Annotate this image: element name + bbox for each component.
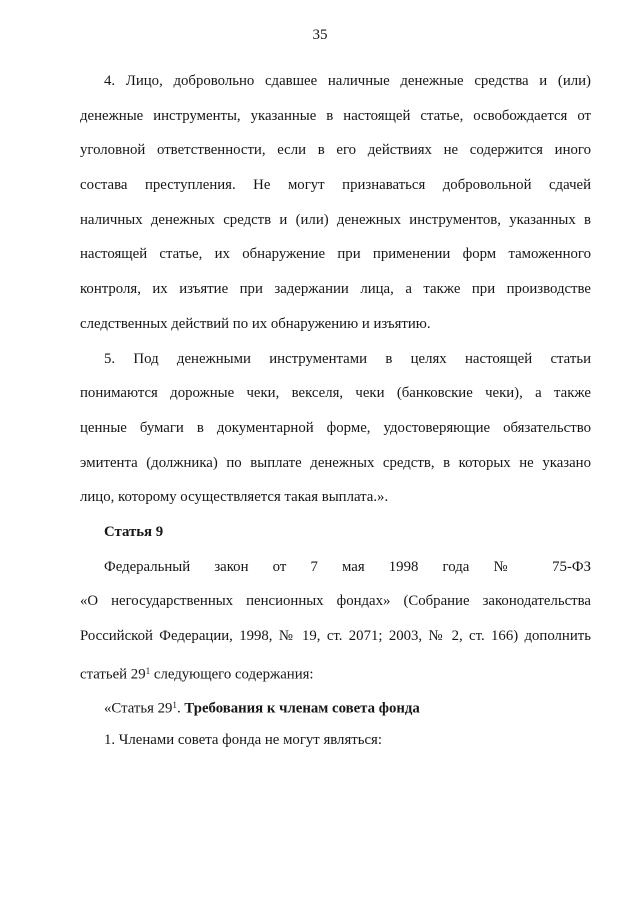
text-line: [80, 480, 591, 515]
document-text-block: [80, 64, 591, 758]
text-line: [80, 307, 591, 342]
text-line: [80, 446, 591, 481]
text-segment: следующего содержания:: [150, 666, 314, 683]
text-line: [80, 168, 591, 203]
text-line: [80, 99, 591, 134]
text-segment: наличных денежных средств и (или) денежных инструментов, указанных в: [80, 211, 591, 228]
text-segment: 1: [145, 665, 151, 676]
text-segment: «Статья 29: [104, 700, 173, 717]
text-segment: Федеральный закон от 7 мая 1998 года № 75-ФЗ: [104, 558, 591, 575]
text-segment: Требования к членам совета фонда: [184, 700, 420, 717]
text-line: [80, 342, 591, 377]
text-segment: состава преступления. Не могут признаваться добровольной сдачей: [80, 177, 591, 194]
text-segment: 5. Под денежными инструментами в целях настоящей статьи: [104, 350, 591, 367]
text-line: [80, 550, 591, 585]
text-segment: настоящей статье, их обнаружение при применении форм таможенного: [80, 246, 591, 263]
text-line: [80, 133, 591, 168]
text-line: [80, 411, 591, 446]
text-segment: «О негосударственных пенсионных фондах» (Собрание законодательства: [80, 593, 591, 610]
text-segment: лицо, которому осуществляется такая выплата.».: [80, 489, 389, 506]
text-segment: понимаются дорожные чеки, векселя, чеки (банковские чеки), а также: [80, 385, 591, 402]
text-segment: Российской Федерации, 1998, № 19, ст. 2071; 2003, № 2, ст. 166) дополнить: [80, 628, 591, 644]
text-line: [80, 376, 591, 411]
text-line: [80, 654, 591, 689]
text-segment: Статья 9: [104, 523, 164, 540]
text-segment: контроля, их изъятие при задержании лица, а также при производстве: [80, 281, 591, 298]
text-line: [80, 619, 591, 654]
text-segment: уголовной ответственности, если в его действиях не содержится иного: [80, 142, 591, 159]
text-line: [80, 688, 591, 723]
text-segment: 1. Членами совета фонда не могут являться:: [104, 732, 382, 749]
page-number: 35: [312, 27, 328, 43]
text-segment: эмитента (должника) по выплате денежных средств, в которых не указано: [80, 454, 591, 471]
text-segment: следственных действий по их обнаружению и изъятию.: [80, 315, 431, 332]
text-line: [80, 64, 591, 99]
text-line: [80, 237, 591, 272]
text-segment: 1: [172, 700, 177, 711]
text-line: [80, 723, 591, 758]
text-line: [80, 584, 591, 619]
text-line: [80, 272, 591, 307]
text-line: [80, 515, 591, 550]
text-segment: статьей 29: [80, 666, 146, 683]
text-segment: 4. Лицо, добровольно сдавшее наличные денежные средства и (или): [104, 73, 591, 89]
text-segment: ценные бумаги в документарной форме, удостоверяющие обязательство: [80, 419, 591, 436]
text-line: [80, 203, 591, 238]
text-segment: .: [177, 700, 185, 717]
text-segment: денежные инструменты, указанные в настоящей статье, освобождается от: [80, 107, 591, 124]
